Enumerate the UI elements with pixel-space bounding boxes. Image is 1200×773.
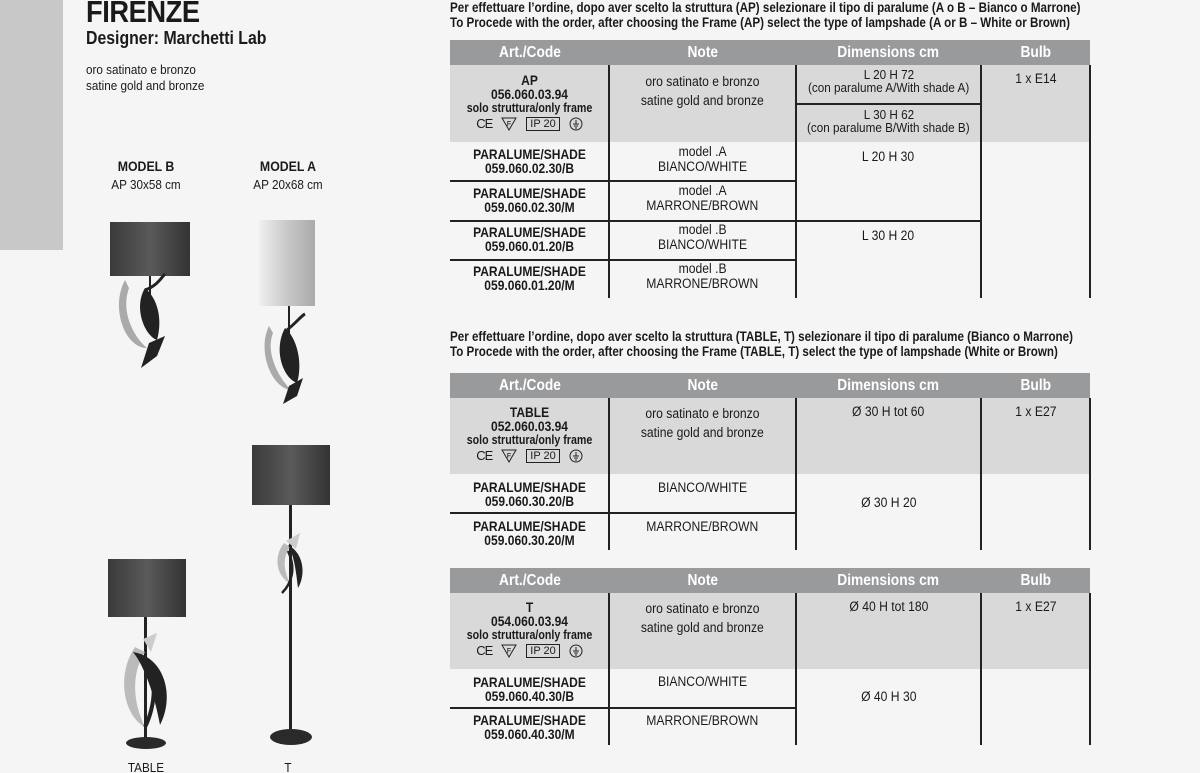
divider [450, 180, 796, 182]
col-bulb: Bulb [1020, 571, 1051, 589]
shade-code-cell: PARALUME/SHADE 059.060.01.20/M [473, 263, 586, 293]
col-note: Note [687, 571, 718, 589]
table-header [450, 373, 1090, 398]
certifications [450, 449, 609, 463]
shade-dimension-b: L 30 H 20 [862, 228, 915, 243]
model-b-label [86, 158, 206, 192]
divider [980, 65, 982, 298]
table-lamp-product-table [450, 373, 1090, 550]
table-order-instructions [450, 329, 1073, 359]
frame-bulb-cell: 1 x E27 [1014, 404, 1057, 419]
ap-instruction-english: To Procede with the order, after choosing the Frame (AP) select the type of lampshade (A or B – White or Brown) [450, 15, 1070, 30]
table-header [450, 40, 1090, 65]
col-art-code: Art./Code [498, 376, 561, 394]
finish-italian: oro satinato e bronzo [86, 62, 196, 77]
divider [450, 707, 796, 709]
shade-note-cell: BIANCO/WHITE [657, 480, 748, 495]
col-note: Note [687, 43, 718, 61]
model-a-name: MODEL A [259, 158, 317, 174]
wall-lamp-model-b-image [105, 218, 195, 378]
table-lamp-caption: TABLE [127, 760, 165, 773]
col-dimensions: Dimensions cm [837, 376, 940, 394]
shade-code-cell: PARALUME/SHADE 059.060.01.20/B [473, 224, 586, 254]
frame-bulb-cell: 1 x E27 [1014, 599, 1057, 614]
ip20-badge: IP 20 [526, 644, 560, 658]
floor-lamp-caption: T [284, 760, 292, 773]
col-bulb: Bulb [1020, 43, 1051, 61]
col-dimensions: Dimensions cm [837, 571, 940, 589]
shade-code-cell: PARALUME/SHADE 059.060.40.30/M [473, 712, 586, 742]
table-instruction-english: To Procede with the order, after choosing the Frame (TABLE, T) select the type of lampshade (White or Brown) [450, 344, 1058, 359]
svg-text:F: F [507, 121, 512, 128]
frame-code-cell: T 054.060.03.94 solo struttura/only frame CE F IP 20 [450, 600, 609, 658]
shade-note-cell: model .B BIANCO/WHITE [657, 222, 748, 252]
frame-note-cell: oro satinato e bronzo satine gold and bronze [641, 406, 764, 440]
shade-code-cell: PARALUME/SHADE 059.060.40.30/B [473, 674, 586, 704]
f-mark-icon [501, 449, 517, 463]
col-dimensions: Dimensions cm [837, 43, 940, 61]
table-instruction-italian: Per effettuare l’ordine, dopo aver scelto la struttura (TABLE, T) selezionare il tipo di paralume (Bianco o Marrone) [450, 329, 1073, 344]
divider [795, 65, 797, 298]
frame-note-cell: oro satinato e bronzo satine gold and bronze [641, 601, 764, 635]
shade-note-cell: BIANCO/WHITE [657, 674, 748, 689]
wall-lamp-model-a-image [255, 218, 325, 408]
shade-dimension-a: L 20 H 30 [862, 149, 915, 164]
divider [450, 512, 796, 514]
shade-code-cell: PARALUME/SHADE 059.060.02.30/B [473, 146, 586, 176]
ap-product-table [450, 40, 1090, 298]
frame-dimension: Ø 30 H tot 60 [852, 404, 925, 419]
designer-name: Designer: Marchetti Lab [86, 28, 267, 48]
floor-lamp-product-table [450, 568, 1090, 745]
col-note: Note [687, 376, 718, 394]
frame-dimension-a: L 20 H 72 (con paralume A/With shade A) [807, 67, 970, 95]
divider [1089, 65, 1091, 298]
ap-instruction-italian: Per effettuare l’ordine, dopo aver scelto la struttura (AP) selezionare il tipo di paralume (A o B – Bianco o Marrone) [450, 0, 1081, 15]
col-bulb: Bulb [1020, 376, 1051, 394]
table-header [450, 568, 1090, 593]
model-a-size: AP 20x68 cm [253, 177, 323, 192]
svg-text:F: F [507, 648, 512, 655]
product-title: FIRENZE [86, 0, 200, 29]
shade-dimension: Ø 40 H 30 [860, 689, 917, 704]
earth-ground-icon [569, 449, 583, 463]
finish-english: satine gold and bronze [86, 78, 205, 93]
frame-code-cell: TABLE 052.060.03.94 solo struttura/only frame CE F IP 20 [450, 405, 609, 463]
ce-mark-icon: CE [476, 643, 493, 658]
ap-order-instructions [450, 0, 1081, 30]
shade-code-cell: PARALUME/SHADE 059.060.30.20/B [473, 479, 586, 509]
shade-note-cell: MARRONE/BROWN [646, 713, 759, 728]
model-b-size: AP 30x58 cm [111, 177, 181, 192]
shade-note-cell: model .A MARRONE/BROWN [646, 183, 759, 213]
divider [1089, 593, 1091, 745]
side-accent-bar [0, 0, 63, 250]
frame-dimension-b: L 30 H 62 (con paralume B/With shade B) [807, 107, 970, 135]
divider [980, 593, 982, 745]
divider [450, 259, 796, 261]
table-lamp-image [105, 557, 195, 757]
ce-mark-icon: CE [476, 448, 493, 463]
f-mark-icon [501, 117, 517, 131]
shade-note-cell: MARRONE/BROWN [646, 519, 759, 534]
certifications [450, 117, 609, 131]
svg-text:F: F [507, 453, 512, 460]
shade-note-cell: model .A BIANCO/WHITE [657, 144, 748, 174]
divider [608, 593, 610, 745]
model-b-name: MODEL B [117, 158, 175, 174]
divider [795, 398, 797, 550]
shade-code-cell: PARALUME/SHADE 059.060.30.20/M [473, 518, 586, 548]
f-mark-icon [501, 644, 517, 658]
ip20-badge: IP 20 [526, 117, 560, 131]
divider [450, 220, 981, 222]
shade-dimension: Ø 30 H 20 [860, 495, 917, 510]
finish-description [86, 62, 204, 94]
ip20-badge: IP 20 [526, 449, 560, 463]
divider [608, 65, 610, 298]
ce-mark-icon: CE [476, 116, 493, 131]
earth-ground-icon [569, 117, 583, 131]
col-art-code: Art./Code [498, 43, 561, 61]
floor-lamp-image [248, 443, 338, 748]
shade-code-cell: PARALUME/SHADE 059.060.02.30/M [473, 185, 586, 215]
frame-dimension: Ø 40 H tot 180 [848, 599, 929, 614]
divider [796, 103, 981, 105]
earth-ground-icon [569, 644, 583, 658]
divider [980, 398, 982, 550]
col-art-code: Art./Code [498, 571, 561, 589]
divider [608, 398, 610, 550]
divider [795, 593, 797, 745]
frame-code-cell: AP 056.060.03.94 solo struttura/only frame CE F IP 20 [450, 73, 609, 131]
frame-bulb-cell: 1 x E14 [1014, 71, 1057, 86]
shade-note-cell: model .B MARRONE/BROWN [646, 261, 759, 291]
frame-note-cell: oro satinato e bronzo satine gold and bronze [641, 74, 764, 108]
certifications [450, 644, 609, 658]
divider [1089, 398, 1091, 550]
model-a-label [228, 158, 348, 192]
